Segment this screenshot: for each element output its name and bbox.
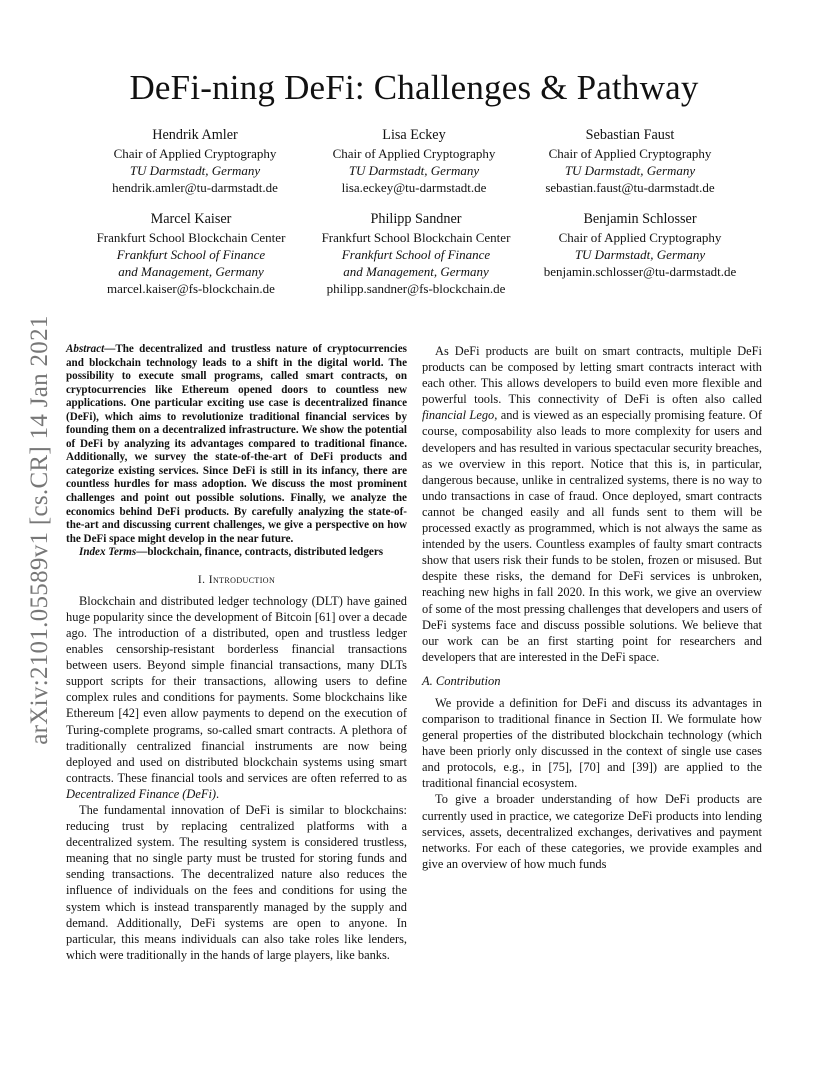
author-affiliation: Frankfurt School Blockchain Center [321, 230, 511, 245]
author-affiliation: Chair of Applied Cryptography [548, 146, 712, 161]
author-name: Benjamin Schlosser [583, 211, 697, 227]
emphasis-text: Decentralized Finance (DeFi) [66, 786, 217, 801]
author-email: marcel.kaiser@fs-blockchain.de [107, 281, 275, 296]
right-column [422, 343, 762, 872]
left-column [66, 343, 407, 963]
paragraph [66, 593, 407, 802]
paragraph [422, 343, 762, 665]
paragraph-text: . [216, 786, 220, 801]
emphasis-text: financial Lego [422, 408, 495, 423]
abstract-text: —The decentralized and trustless nature of cryptocurrencies and blockchain technology leads to a shift in the digital world. The possibility to execute small programs, called smart contracts, on cryptocurrencies like Ethereum opened doors to countless new applications. One particular exciting use case is decentralized finance (DeFi), which aims to revolutionize traditional financial services by founding them on a decentralized infrastructure. We show the potential of DeFi by analyzing its advantages compared to traditional finance. Additionally, we survey the state-of-the-art of DeFi products and categorize existing services. Since DeFi is still in its infancy, there are countless hurdles for mass adoption. We discuss the most prominent challenges and point out possible solutions. Finally, we analyze the economics behind DeFi products. By carefully analyzing the state-of-the-art and discussing current challenges, we give a perspective on how the DeFi space might develop in the near future. [66, 343, 407, 545]
author-block [75, 126, 315, 196]
author-name: Lisa Eckey [382, 127, 446, 143]
author-institution: Frankfurt School of Finance [116, 247, 266, 262]
section-heading-introduction: I. Introduction [197, 572, 276, 586]
paragraph: To give a broader understanding of how DeFi products are currently used in practice, we categorize DeFi products into lending services, assets, decentralized exchanges, derivatives and payment networks. For each of these categories, we provide examples and give an overview of how much funds [422, 792, 762, 871]
author-institution: TU Darmstadt, Germany [574, 247, 706, 262]
author-name: Philipp Sandner [370, 211, 462, 227]
author-block [510, 126, 750, 196]
paragraph-text: Blockchain and distributed ledger technology (DLT) have gained huge popularity since the development of Bitcoin [61] over a decade ago. The introduction of a distributed, open and trustless ledger enables censorship-resistant borderless financial transactions between users. Beyond simple financial transactions, many DLTs support scripts for their transactions, allowing users to define complex rules and conditions for payments. Some blockchains like Ethereum [42] even allow payments to depend on the execution of Turing-complete programs, so-called smart contracts. A plethora of traditionally centralized financial instruments are now being deployed and used on distributed blockchain systems using smart contracts. These financial tools and services are often referred to as [66, 593, 407, 785]
index-terms-label: Index Terms [79, 546, 137, 559]
index-terms-text: —blockchain, finance, contracts, distributed ledgers [136, 546, 384, 559]
author-email: philipp.sandner@fs-blockchain.de [326, 281, 506, 296]
author-block [296, 210, 536, 297]
author-block [520, 210, 760, 280]
paragraph-text: , and is viewed as an especially promising feature. Of course, composability also leads to more complexity for users and developers and has resulted in various spectacular security breaches, as we overview in this report. Notice that this is, in particular, dangerous because, unlike in centralized systems, there is no way to undo transactions in case of fraud. Once deployed, smart contracts cannot be changed easily and all funds sent to them will be processed exactly as programmed, which is not always the same as intended by the users. Countless examples of faulty smart contracts show that users risk their funds to be stolen, frozen or misused. But despite these risks, the demand for DeFi services is unbroken, reaching new highs in fall 2020. In this work, we give an overview of some of the most pressing challenges that developers and users of DeFi systems face and discuss possible solutions. We believe that our work can be an first starting point for researchers and developers that are interested in the DeFi space. [422, 408, 763, 664]
index-terms [66, 546, 407, 560]
paragraph-text: As DeFi products are built on smart contracts, multiple DeFi products can be composed by letting smart contracts interact with each other. This allows developers to build even more flexible and powerful tools. This connectivity of DeFi is often also called [422, 344, 762, 407]
author-institution: TU Darmstadt, Germany [564, 163, 696, 178]
author-name: Hendrik Amler [152, 127, 238, 143]
author-block [71, 210, 311, 297]
author-name: Sebastian Faust [585, 127, 675, 143]
subsection-heading-contribution: A. Contribution [422, 673, 501, 688]
author-email: benjamin.schlosser@tu-darmstadt.de [543, 264, 737, 279]
author-email: hendrik.amler@tu-darmstadt.de [112, 180, 278, 195]
author-institution-line2: and Management, Germany [343, 264, 489, 279]
paper-title: DeFi-ning DeFi: Challenges & Pathway [129, 68, 699, 107]
author-block [294, 126, 534, 196]
author-email: sebastian.faust@tu-darmstadt.de [545, 180, 715, 195]
author-institution: TU Darmstadt, Germany [129, 163, 261, 178]
abstract [66, 343, 407, 546]
author-affiliation: Chair of Applied Cryptography [332, 146, 496, 161]
arxiv-identifier: arXiv:2101.05589v1 [cs.CR] 14 Jan 2021 [26, 315, 53, 745]
author-institution: TU Darmstadt, Germany [348, 163, 480, 178]
author-affiliation: Chair of Applied Cryptography [558, 230, 722, 245]
author-institution-line2: and Management, Germany [118, 264, 264, 279]
author-email: lisa.eckey@tu-darmstadt.de [341, 180, 487, 195]
author-institution: Frankfurt School of Finance [341, 247, 491, 262]
abstract-label: Abstract [66, 343, 105, 355]
author-affiliation: Frankfurt School Blockchain Center [96, 230, 286, 245]
paragraph: The fundamental innovation of DeFi is similar to blockchains: reducing trust by replacing centralized platforms with a decentralized system. The resulting system is considered trustless, meaning that no single party must be trusted for storing funds and sending transactions. The decentralized nature also reduces the influence of individuals on the fees and conditions for using the system which is instead transparently managed by the supply and demand. Additionally, DeFi systems are open to anyone. In particular, this means individuals can also take roles like lenders, which were traditionally in the hands of large players, like banks. [66, 802, 407, 962]
paragraph: We provide a definition for DeFi and discuss its advantages in comparison to traditional finance in Section II. We formulate how general properties of the distributed blockchain technology (which have been priorly only discussed in the context of single use cases and protocols, e.g., in [75], [70] and [39]) are applied to the traditional financial ecosystem. [422, 695, 762, 791]
author-name: Marcel Kaiser [150, 211, 232, 227]
author-affiliation: Chair of Applied Cryptography [113, 146, 277, 161]
